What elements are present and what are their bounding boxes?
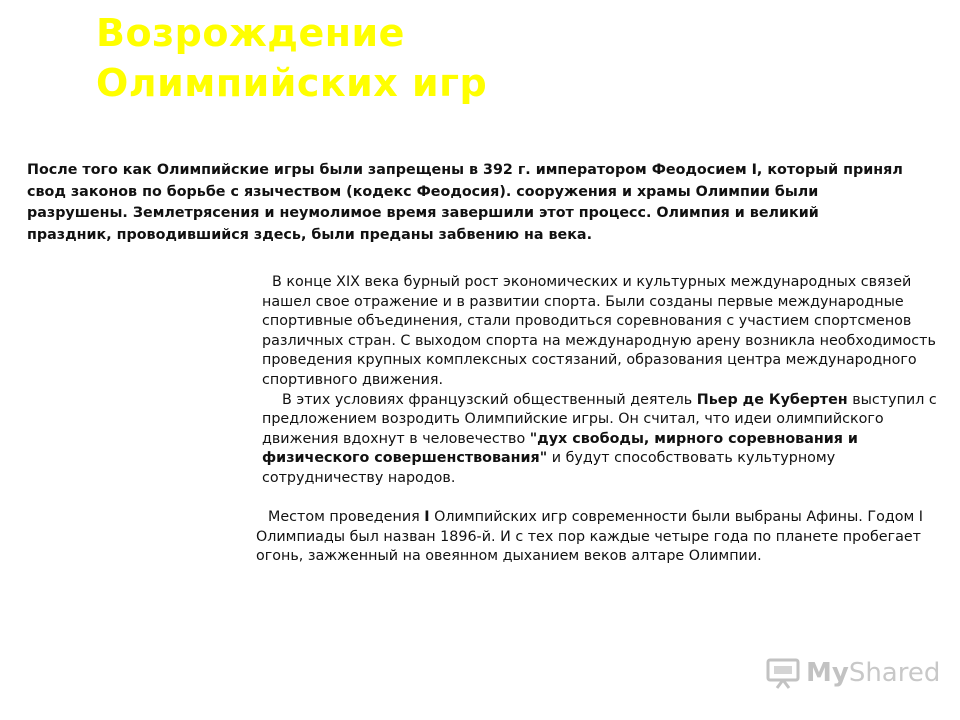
paragraph-19th-century-text: В конце XIX века бурный рост экономических и культурных международных связей нашел свое отражение и в развитии спорта. Были созданы первые международные спортивные объединения, стали проводиться соревнования с участием спортсменов различных стран. С выходом спорта на международную арену возникла необходимость проведения крупных комплексных состязаний, образования центра международного спортивного движения. bbox=[262, 274, 936, 388]
watermark-shared: Shared bbox=[848, 658, 941, 688]
title-line-1: Возрождение bbox=[96, 11, 405, 55]
paragraph-coubertin bbox=[262, 391, 952, 489]
coubertin-text-after: и будут способствовать культурному сотрудничеству народов. bbox=[262, 450, 836, 486]
coubertin-quote: "дух свободы, мирного соревнования и физического совершенствования" bbox=[262, 430, 858, 467]
title-line-2: Олимпийских игр bbox=[96, 61, 488, 105]
paragraph-19th-century bbox=[262, 273, 952, 391]
projector-screen-icon bbox=[766, 657, 800, 689]
athens-text-before: Местом проведения bbox=[268, 509, 425, 525]
slide-title bbox=[96, 8, 656, 108]
coubertin-text-before: В этих условиях французский общественный деятель bbox=[282, 391, 697, 408]
myshared-watermark bbox=[766, 655, 940, 691]
coubertin-name: Пьер де Кубертен bbox=[696, 391, 848, 408]
watermark-my: My bbox=[806, 658, 849, 688]
athens-text-after: Олимпийских игр современности были выбраны Афины. Годом I Олимпиады был назван 1896-й. И с тех пор каждые четыре года по планете пробегает огонь, зажженный на овеянном дыханием веков алтаре Олимпии. bbox=[256, 509, 923, 565]
athens-paragraph bbox=[256, 508, 936, 567]
coubertin-text-middle: выступил с предложением возродить Олимпийские игры. Он считал, что идеи олимпийского движения вдохнут в человечество bbox=[262, 391, 937, 447]
coubertin-section bbox=[262, 273, 952, 489]
intro-paragraph: После того как Олимпийские игры были запрещены в 392 г. императором Феодосием I, который принял свод законов по борьбе с язычеством (кодекс Феодосия). сооружения и храмы Олимпии были разрушены. Землетрясения и неумолимое время завершили этот процесс. Олимпия и великий праздник, проводившийся здесь, были преданы забвению на века. bbox=[27, 162, 903, 243]
athens-roman-numeral: I bbox=[424, 509, 430, 525]
